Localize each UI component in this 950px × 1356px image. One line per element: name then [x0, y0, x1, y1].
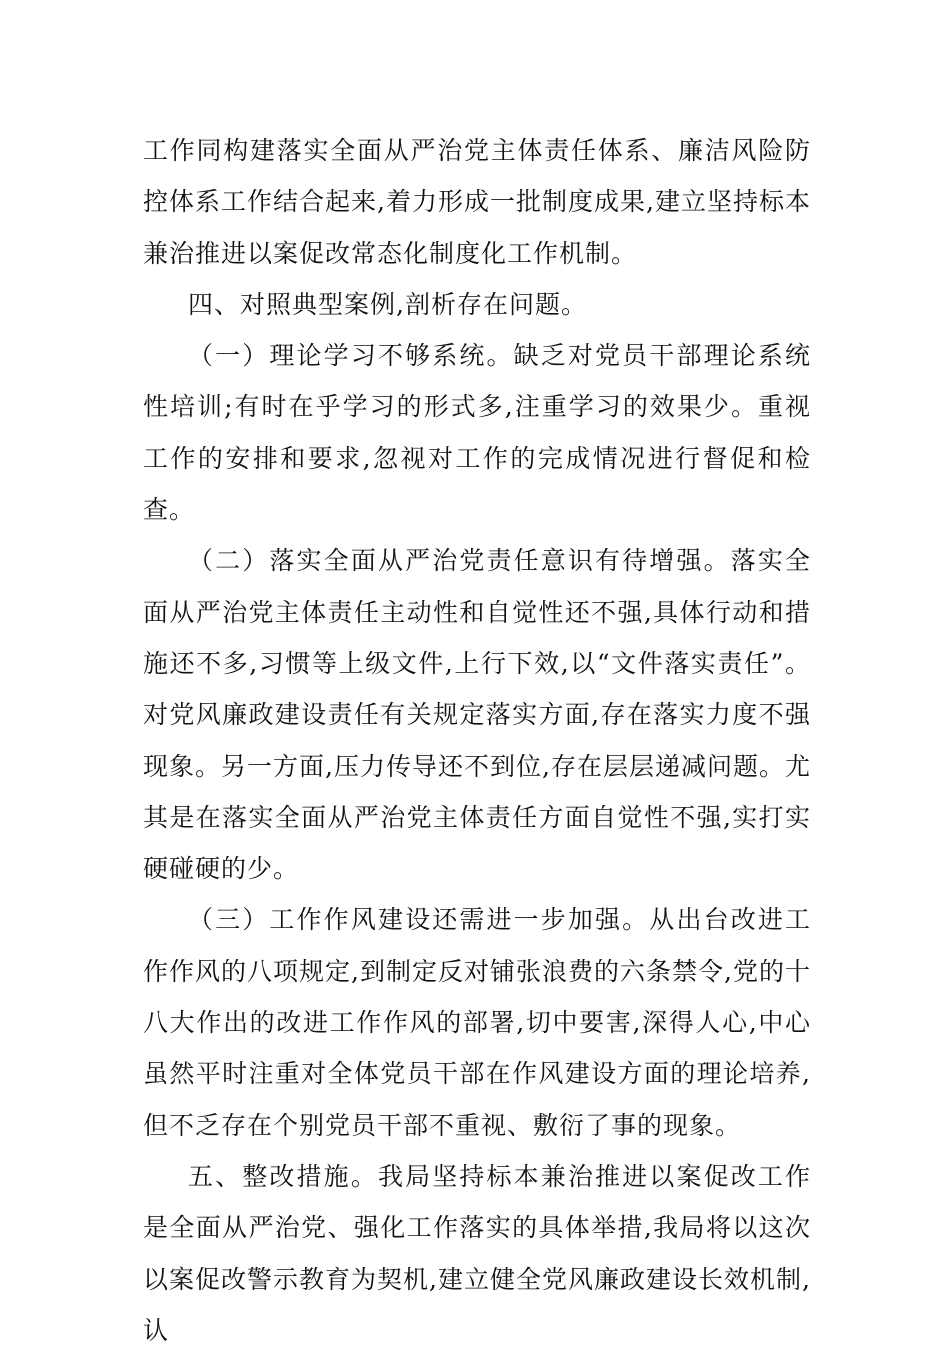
paragraph-continuation: 工作同构建落实全面从严治党主体责任体系、廉洁风险防控体系工作结合起来,着力形成一批制度成果,建立坚持标本兼治推进以案促改常态化制度化工作机制。 [143, 136, 811, 268]
paragraph-item-two: （二）落实全面从严治党责任意识有待增强。落实全面从严治党主体责任主动性和自觉性还不强,具体行动和措施还不多,习惯等上级文件,上行下效,以“文件落实责任”。对党风廉政建设责任有关规定落实方面,存在落实力度不强现象。另一方面,压力传导还不到位,存在层层递减问题。尤其是在落实全面从严治党主体责任方面自觉性不强,实打实硬碰硬的少。 [143, 546, 811, 884]
section-heading-four: 四、对照典型案例,剖析存在问题。 [188, 289, 587, 319]
document-body [143, 125, 811, 1356]
section-heading-five: 五、整改措施。我局坚持标本兼治推进以案促改工作是全面从严治党、强化工作落实的具体举措,我局将以这次以案促改警示教育为契机,建立健全党风廉政建设长效机制,认 [143, 1161, 811, 1345]
paragraph-item-one: （一）理论学习不够系统。缺乏对党员干部理论系统性培训;有时在乎学习的形式多,注重学习的效果少。重视工作的安排和要求,忽视对工作的完成情况进行督促和检查。 [143, 341, 811, 525]
paragraph-item-three: （三）工作作风建设还需进一步加强。从出台改进工作作风的八项规定,到制定反对铺张浪费的六条禁令,党的十八大作出的改进工作作风的部署,切中要害,深得人心,中心虽然平时注重对全体党员干部在作风建设方面的理论培养,但不乏存在个别党员干部不重视、敷衍了事的现象。 [143, 905, 811, 1140]
